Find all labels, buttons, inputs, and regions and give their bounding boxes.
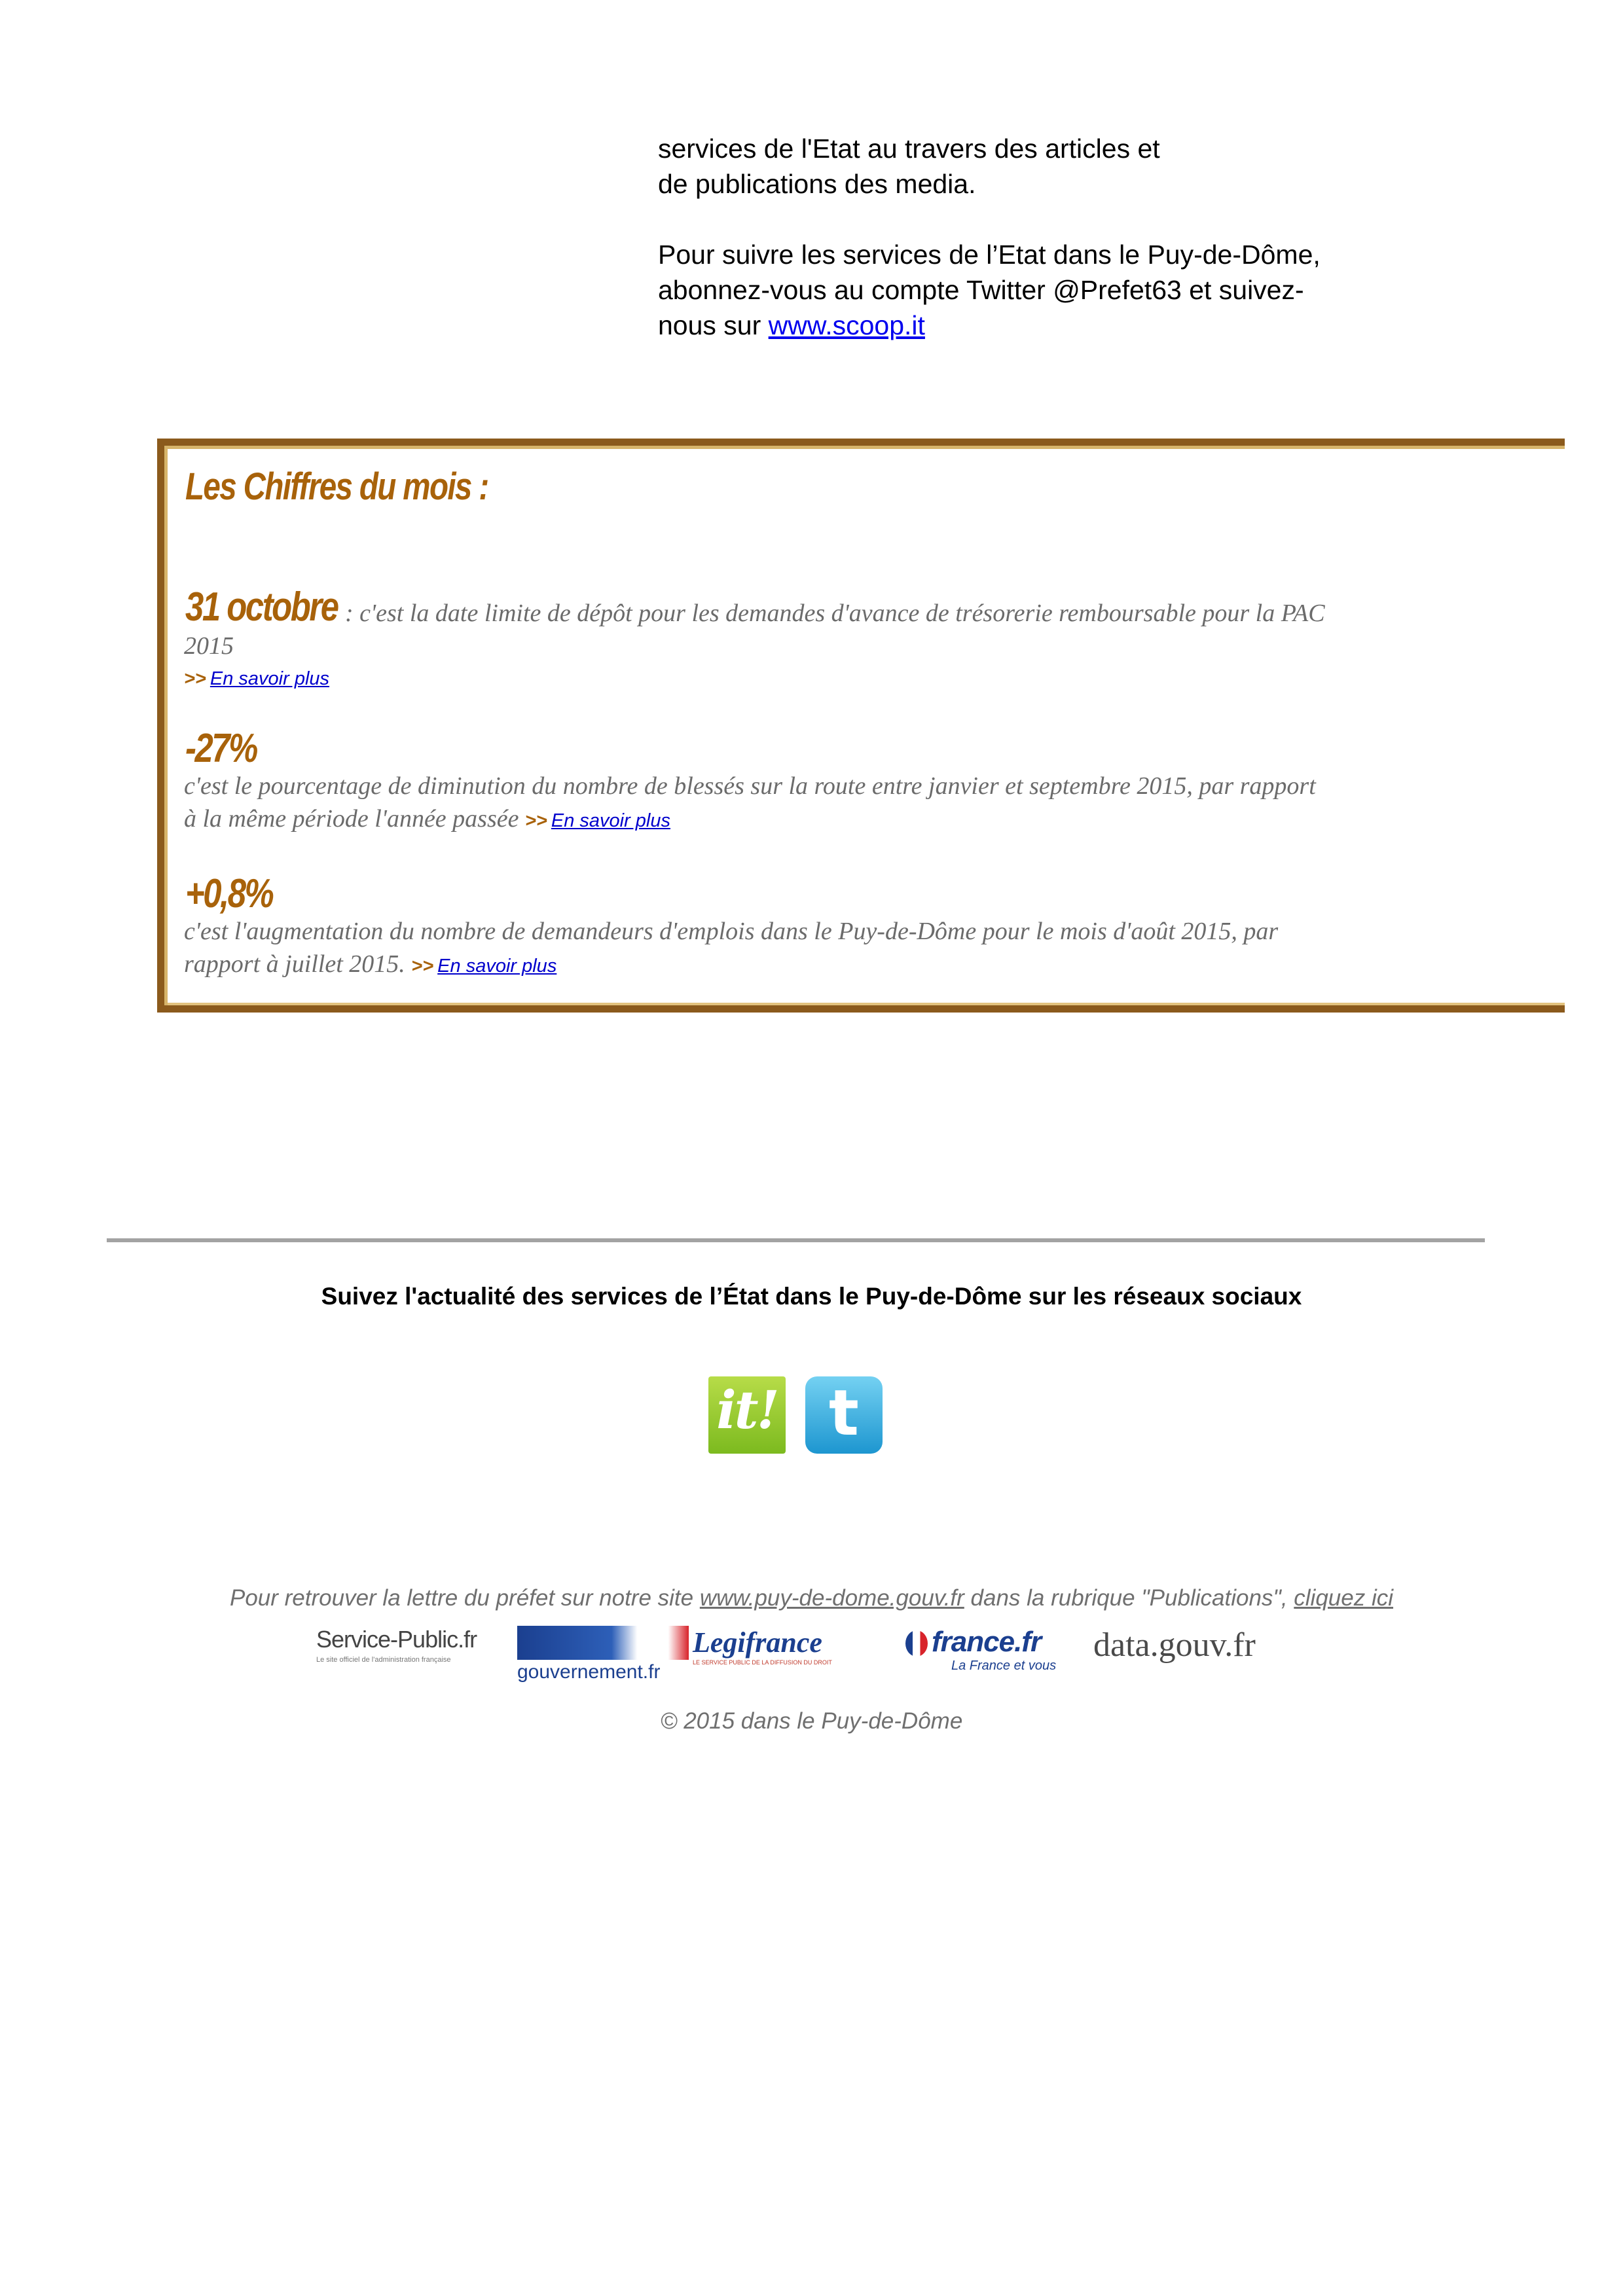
en-savoir-plus-link[interactable]: En savoir plus [437, 956, 557, 977]
intro-paragraph [658, 131, 1444, 343]
scoop-it-link[interactable]: www.scoop.it [768, 310, 925, 340]
scoop-it-icon[interactable] [708, 1376, 786, 1454]
gouvernement-logo[interactable] [517, 1626, 689, 1683]
arrow-icon: >> [524, 810, 547, 831]
en-savoir-plus-link[interactable]: En savoir plus [210, 668, 330, 689]
france-fr-logo[interactable] [905, 1626, 1082, 1679]
legifrance-logo[interactable] [693, 1626, 869, 1679]
france-fr-text: france.fr [932, 1626, 1042, 1658]
stat-text: 2015 [184, 632, 234, 660]
scoop-it-glyph: it! [716, 1379, 778, 1441]
arrow-icon: >> [184, 668, 206, 689]
stat-text-row [184, 802, 1467, 837]
stat-text: : c'est la date limite de dépôt pour les demandes d'avance de trésorerie remboursable pour la PAC [345, 600, 1325, 627]
footer-prefix: Pour retrouver la lettre du préfet sur notre site [229, 1585, 700, 1611]
footer-middle: dans la rubrique "Publications", [964, 1585, 1294, 1611]
legifrance-tagline: LE SERVICE PUBLIC DE LA DIFFUSION DU DROIT [693, 1659, 832, 1666]
data-gouv-wordmark [1093, 1626, 1290, 1664]
stat-figure: 31 octobre [185, 584, 338, 630]
intro-text: nous sur [658, 310, 769, 340]
twitter-icon[interactable] [805, 1376, 883, 1454]
intro-line: abonnez-vous au compte Twitter @Prefet63 et suivez- [658, 275, 1304, 305]
site-link[interactable]: www.puy-de-dome.gouv.fr [699, 1585, 964, 1611]
data-gouv-text-b: gouv.fr [1158, 1626, 1256, 1664]
stat-text-row [184, 948, 1467, 982]
copyright: © 2015 dans le Puy-de-Dôme [660, 1708, 963, 1734]
france-fr-wordmark [905, 1626, 1082, 1659]
gouvernement-banner [517, 1626, 689, 1660]
en-savoir-plus-link[interactable]: En savoir plus [551, 810, 671, 831]
service-public-tagline: Le site officiel de l'administration française [316, 1656, 451, 1664]
intro-line: de publications des media. [658, 169, 976, 199]
chiffres-title: Les Chiffres du mois : [185, 465, 488, 508]
service-public-logo[interactable] [316, 1626, 501, 1679]
data-gouv-logo[interactable] [1093, 1626, 1290, 1679]
gouvernement-wordmark: gouvernement.fr [517, 1661, 661, 1683]
stat-text: c'est l'augmentation du nombre de demandeurs d'emplois dans le Puy-de-Dôme pour le mois d'août 2015, par [184, 918, 1279, 945]
more-link-row [184, 662, 1467, 695]
legifrance-wordmark: Legifrance [693, 1626, 822, 1659]
twitter-glyph: t [829, 1376, 859, 1450]
stat-text: c'est le pourcentage de diminution du nombre de blessés sur la route entre janvier et septembre 2015, par rapport [184, 772, 1316, 800]
stat-figure: -27% [185, 726, 257, 771]
stat-text: à la même période l'année passée [184, 805, 525, 833]
service-public-wordmark: Service-Public.fr [316, 1626, 477, 1653]
france-flag-icon [905, 1630, 928, 1657]
france-fr-tagline: La France et vous [951, 1659, 1057, 1673]
intro-line [658, 308, 1444, 343]
data-gouv-text-a: data. [1093, 1626, 1159, 1664]
intro-line: Pour suivre les services de l’Etat dans le Puy-de-Dôme, [658, 240, 1321, 270]
stat-figure: +0,8% [185, 871, 273, 916]
intro-line: services de l'Etat au travers des articles et [658, 134, 1160, 164]
section-divider [107, 1238, 1485, 1242]
arrow-icon: >> [411, 956, 434, 977]
stat-text: rapport à juillet 2015. [184, 950, 412, 978]
social-title: Suivez l'actualité des services de l’État dans le Puy-de-Dôme sur les réseaux sociaux [321, 1283, 1302, 1310]
cliquez-ici-link[interactable]: cliquez ici [1294, 1585, 1394, 1611]
footer-text [0, 1585, 1623, 1611]
